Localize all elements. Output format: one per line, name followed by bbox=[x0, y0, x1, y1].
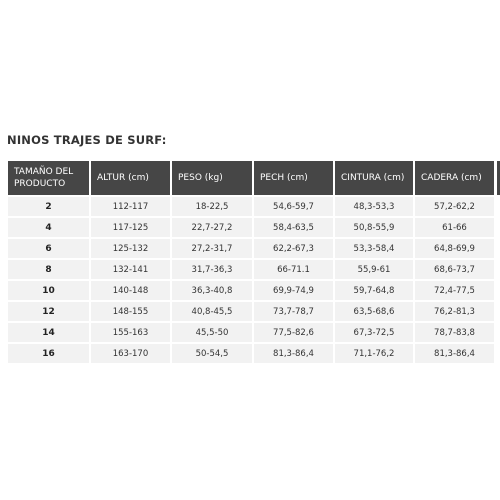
chest-cell: 62,2-67,3 bbox=[254, 239, 333, 258]
table-row bbox=[8, 323, 494, 342]
chest-cell: 81,3-86,4 bbox=[254, 344, 333, 363]
hip-cell: 64,8-69,9 bbox=[415, 239, 494, 258]
weight-cell: 22,7-27,2 bbox=[172, 218, 252, 237]
chest-cell: 54,6-59,7 bbox=[254, 197, 333, 216]
waist-cell: 50,8-55,9 bbox=[335, 218, 413, 237]
height-cell: 132-141 bbox=[91, 260, 170, 279]
waist-cell: 55,9-61 bbox=[335, 260, 413, 279]
size-cell: 8 bbox=[8, 260, 89, 279]
height-cell: 148-155 bbox=[91, 302, 170, 321]
hip-cell: 72,4-77,5 bbox=[415, 281, 494, 300]
weight-cell: 18-22,5 bbox=[172, 197, 252, 216]
waist-cell: 67,3-72,5 bbox=[335, 323, 413, 342]
header-chest: PECH (cm) bbox=[254, 161, 333, 195]
table-row bbox=[8, 281, 494, 300]
header-waist: CINTURA (cm) bbox=[335, 161, 413, 195]
height-cell: 155-163 bbox=[91, 323, 170, 342]
size-chart-table bbox=[6, 159, 496, 365]
chest-cell: 77,5-82,6 bbox=[254, 323, 333, 342]
chest-cell: 69,9-74,9 bbox=[254, 281, 333, 300]
height-cell: 125-132 bbox=[91, 239, 170, 258]
size-cell: 6 bbox=[8, 239, 89, 258]
table-row bbox=[8, 260, 494, 279]
weight-cell: 40,8-45,5 bbox=[172, 302, 252, 321]
waist-cell: 59,7-64,8 bbox=[335, 281, 413, 300]
height-cell: 112-117 bbox=[91, 197, 170, 216]
size-cell: 10 bbox=[8, 281, 89, 300]
table-row bbox=[8, 239, 494, 258]
table-row bbox=[8, 197, 494, 216]
chest-cell: 73,7-78,7 bbox=[254, 302, 333, 321]
size-cell: 12 bbox=[8, 302, 89, 321]
chest-cell: 66-71.1 bbox=[254, 260, 333, 279]
weight-cell: 31,7-36,3 bbox=[172, 260, 252, 279]
table-row bbox=[8, 302, 494, 321]
height-cell: 140-148 bbox=[91, 281, 170, 300]
height-cell: 163-170 bbox=[91, 344, 170, 363]
hip-cell: 68,6-73,7 bbox=[415, 260, 494, 279]
weight-cell: 50-54,5 bbox=[172, 344, 252, 363]
height-cell: 117-125 bbox=[91, 218, 170, 237]
page-title: NINOS TRAJES DE SURF: bbox=[7, 133, 167, 147]
size-cell: 2 bbox=[8, 197, 89, 216]
size-cell: 4 bbox=[8, 218, 89, 237]
table-body bbox=[8, 197, 494, 363]
waist-cell: 48,3-53,3 bbox=[335, 197, 413, 216]
hip-cell: 57,2-62,2 bbox=[415, 197, 494, 216]
header-hip: CADERA (cm) bbox=[415, 161, 494, 195]
header-weight: PESO (kg) bbox=[172, 161, 252, 195]
weight-cell: 45,5-50 bbox=[172, 323, 252, 342]
weight-cell: 36,3-40,8 bbox=[172, 281, 252, 300]
table-row bbox=[8, 344, 494, 363]
hip-cell: 78,7-83,8 bbox=[415, 323, 494, 342]
header-size: TAMAÑO DEL PRODUCTO bbox=[8, 161, 89, 195]
hip-cell: 61-66 bbox=[415, 218, 494, 237]
hip-cell: 81,3-86,4 bbox=[415, 344, 494, 363]
waist-cell: 53,3-58,4 bbox=[335, 239, 413, 258]
chest-cell: 58,4-63,5 bbox=[254, 218, 333, 237]
size-cell: 14 bbox=[8, 323, 89, 342]
waist-cell: 63,5-68,6 bbox=[335, 302, 413, 321]
weight-cell: 27,2-31,7 bbox=[172, 239, 252, 258]
hip-cell: 76,2-81,3 bbox=[415, 302, 494, 321]
table-row bbox=[8, 218, 494, 237]
waist-cell: 71,1-76,2 bbox=[335, 344, 413, 363]
header-height: ALTUR (cm) bbox=[91, 161, 170, 195]
table-header-row bbox=[8, 161, 494, 195]
size-cell: 16 bbox=[8, 344, 89, 363]
